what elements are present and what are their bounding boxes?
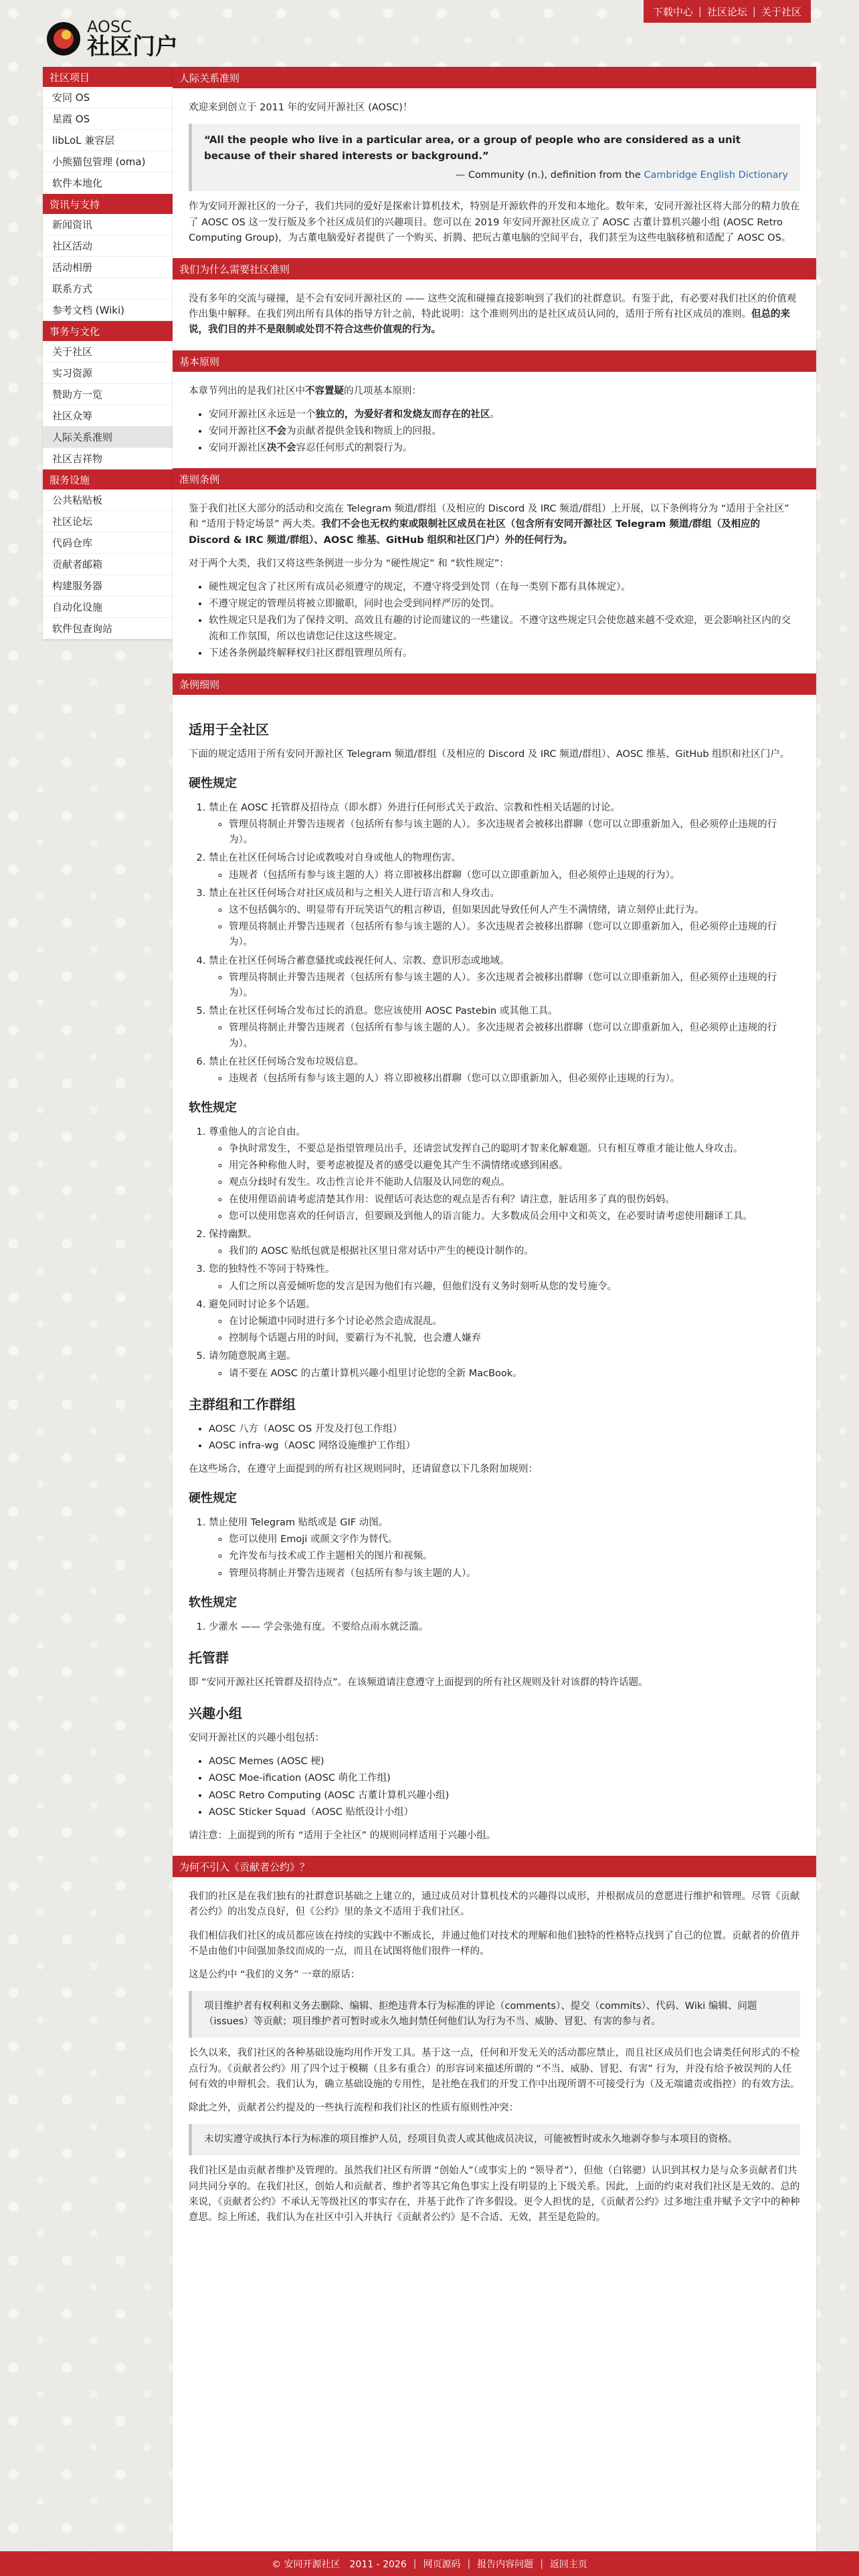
- list-item: [209, 1125, 800, 1224]
- sidebar-item-forum[interactable]: 社区论坛: [43, 511, 173, 532]
- list-item: ◦ 争执时常发生，不要总是指望管理员出手，还请尝试发挥自己的聪明才智来化解难题。只有相互尊重才能让他人身攻击。: [229, 1142, 800, 1157]
- covenant-quote-text: 项目维护者有权利和义务去删除、编辑、拒绝违背本行为标准的评论（comments）、提交（commits）、代码、Wiki 编辑、问题（issues）等贡献；项目维护者可暂时或永久地封禁任何他们认为行为不当、威胁、冒犯、有害的参与者。: [204, 2001, 757, 2028]
- list-item: [209, 1349, 800, 1381]
- topnav-separator: |: [698, 5, 702, 17]
- main-content: [173, 67, 816, 2551]
- footer-report-link[interactable]: 报告内容问题: [477, 2559, 534, 2570]
- list-item: ◦ 您可以使用您喜欢的任何语言，但要顾及到他人的语言能力。大多数成员会用中文和英文，在必要时请考虑使用翻译工具。: [229, 1209, 800, 1224]
- list-item: [209, 1227, 800, 1259]
- sidebar-item-internship[interactable]: 实习资源: [43, 362, 173, 384]
- sidebar-item-automation[interactable]: 自动化设施: [43, 597, 173, 618]
- sidebar-item-repos[interactable]: 代码仓库: [43, 532, 173, 554]
- sidebar: [43, 67, 173, 639]
- rule-text: 禁止在社区任何场合蓄意骚扰或歧视任何人、宗教、意识形态或地域。: [209, 955, 510, 966]
- why-text: 没有多年的交流与碰撞，是不会有安同开源社区的 —— 这些交流和碰撞直接影响到了我们的社群意识。有鉴于此，有必要对我们社区的价值观作出集中解释。在我们列出所有具体的指导方针之前，特此说明：这个准则列出的是社区成员认同的，适用于所有社区成员的准则。: [189, 293, 797, 320]
- list-item: [209, 1004, 800, 1052]
- rules-emphasis: 我们不会也无权约束或限制社区成员在社区（包含所有安同开源社区 Telegram 频道/群组（及相应的 Discord & IRC 频道/群组）、AOSC 维基、GitHub 组织和社区门户）外的任何行为。: [189, 519, 761, 546]
- section-why: [173, 280, 816, 338]
- soft-rules-groups-list: [209, 1620, 800, 1635]
- list-item: ◦ 违规者（包括所有参与该主题的人）将立即被移出群聊（您可以立即重新加入，但必须停止违规的行为）。: [229, 868, 800, 883]
- basic-lead-c: 的几项基本原则：: [344, 385, 421, 397]
- list-item: [209, 424, 800, 439]
- list-item: • AOSC Moe-ification (AOSC 萌化工作组): [209, 1771, 800, 1786]
- quote-source-text: — Community (n.), definition from the: [455, 170, 644, 181]
- list-item: ◦ 允许发布与技术或工作主题相关的图片和视频。: [229, 1549, 800, 1564]
- topnav-forum-link[interactable]: 社区论坛: [706, 5, 747, 18]
- covenant-quote-text: 未切实遵守或执行本行为标准的项目维护人员，经项目负责人或其他成员决议，可能被暂时或永久地剥夺参与本项目的资格。: [204, 2134, 738, 2145]
- soft-rules-list: [209, 1125, 800, 1382]
- list-item: • 下述各条例最终解释权归社区群组管理员所有。: [209, 646, 800, 661]
- list-item: [209, 954, 800, 1002]
- footer-home-link[interactable]: 返回主页: [549, 2559, 587, 2570]
- rule-text: 禁止在社区任何场合发布过长的消息。您应该使用 AOSC Pastebin 或其他工具。: [209, 1006, 558, 1017]
- sidebar-item-localization[interactable]: 软件本地化: [43, 173, 173, 194]
- section-details: [173, 695, 816, 1844]
- list-item: 1. 少灌水 —— 学会张弛有度。不要给点雨水就泛滥。: [209, 1620, 800, 1635]
- covenant-paragraph-6: 我们社区是由贡献者维护及管理的。虽然我们社区有所谓 “创始人”（或事实上的 “领导者”），但他（白铭骢）认识到其权力是与众多贡献者们共同共同分享的。在我们社区，创始人和贡献者、维护者等其它角色事实上没有明显的上下级关系。因此，上面的约束对我们社区是无效的。总的来说，《贡献者公约》不承认无等级社区的事实存在，并基于此作了许多假设。更令人担忧的是，《贡献者公约》过多地注重并赋予文字中的种种意思。综上所述，我们认为在社区中引入并执行《贡献者公约》是不合适、无效，甚至是危险的。: [189, 2165, 800, 2223]
- rule-text: 禁止在社区任何场合发布垃圾信息。: [209, 1056, 364, 1067]
- sidebar-item-about[interactable]: 关于社区: [43, 341, 173, 362]
- topnav-download-link[interactable]: 下载中心: [652, 5, 693, 18]
- sidebar-heading-services: 服务设施: [43, 469, 173, 490]
- list-item: ◦ 请不要在 AOSC 的古董计算机兴趣小组里讨论您的全新 MacBook。: [229, 1366, 800, 1382]
- list-item: • 不遵守规定的管理员将被立即撤职，同时也会受到同样严厉的处罚。: [209, 597, 800, 612]
- list-item: ◦ 控制每个话题占用的时间，要霸行为不礼貌，也会遭人嫌弃: [229, 1331, 800, 1346]
- site-logo[interactable]: [47, 19, 178, 60]
- basic-item-text: 容忍任何形式的割裂行为。: [296, 443, 413, 454]
- all-community-paragraph: 下面的规定适用于所有安同开源社区 Telegram 频道/群组（及相应的 Discord 及 IRC 频道/群组）、AOSC 维基、GitHub 组织和社区门户。: [189, 748, 790, 760]
- footer-source-link[interactable]: 网页源码: [423, 2559, 461, 2570]
- rules-list: [209, 580, 800, 661]
- top-nav: [644, 0, 811, 23]
- list-item: ◦ 观点分歧时有发生。攻击性言论并不能助人信服及认同您的观点。: [229, 1175, 800, 1190]
- footer-copyright: © 安同开源社区 2011 - 2026: [272, 2559, 407, 2570]
- list-item: [209, 441, 800, 456]
- logo-text: [87, 19, 178, 60]
- basic-list: [209, 407, 800, 457]
- section-heading-why: 我们为什么需要社区准则: [173, 258, 816, 280]
- covenant-paragraph-2: 我们相信我们社区的成员都应该在持续的实践中不断成长，并通过他们对技术的理解和他们独特的性格特点找到了自己的位置。贡献者的价值并不是由他们中间强加条纹而成的一点，而且在试图将他们很件一样的。: [189, 1930, 800, 1957]
- list-item: [209, 407, 800, 423]
- sidebar-item-crowdfunding[interactable]: 社区众筹: [43, 405, 173, 427]
- quote-source: [204, 168, 788, 183]
- section-heading-basic: 基本原则: [173, 350, 816, 372]
- sidebar-item-mascot[interactable]: 社区吉祥物: [43, 448, 173, 469]
- rule-text: 尊重他人的言论自由。: [209, 1126, 306, 1138]
- heading-host-group: 托管群: [189, 1649, 229, 1666]
- heading-all-community: 适用于全社区: [189, 721, 269, 738]
- list-item: [209, 1515, 800, 1582]
- sidebar-item-packages[interactable]: 软件包查询站: [43, 618, 173, 639]
- rule-text: 禁止在社区任何场合对社区成员和与之相关人进行语言和人身攻击。: [209, 887, 500, 899]
- section-basic: [173, 372, 816, 457]
- basic-item-text: 安同开源社区: [209, 443, 267, 454]
- section-covenant: [173, 1877, 816, 2226]
- sidebar-heading-projects: 社区项目: [43, 67, 173, 87]
- heading-hard-rules-groups: 硬性规定: [189, 1491, 237, 1506]
- heading-hard-rules: 硬性规定: [189, 776, 237, 791]
- basic-lead: [189, 384, 800, 399]
- list-item: ◦ 管理员将制止并警告违规者（包括所有参与该主题的人）。多次违规者会被移出群聊（您可以立即重新加入，但必须停止违规的行为）。: [229, 920, 800, 950]
- hard-rules-groups-list: [209, 1515, 800, 1582]
- sidebar-heading-news: 资讯与支持: [43, 194, 173, 214]
- covenant-paragraph-5: 除此之外，贡献者公约提及的一些执行流程和我们社区的性质有原则性冲突：: [189, 2103, 518, 2113]
- list-item: • AOSC Sticker Squad（AOSC 贴纸设计小组）: [209, 1805, 800, 1820]
- list-item: • 硬性规定包含了社区所有成员必须遵守的规定，不遵守将受到处罚（在每一类别下都有具体规定）。: [209, 580, 800, 595]
- section-heading-details: 条例细则: [173, 673, 816, 695]
- list-item: ◦ 违规者（包括所有参与该主题的人）将立即被移出群聊（您可以立即重新加入，但必须停止违规的行为）。: [229, 1071, 800, 1087]
- sidebar-item-oma[interactable]: 小熊猫包管理 (oma): [43, 151, 173, 173]
- basic-item-text: 安同开源社区永远是一个: [209, 409, 316, 420]
- why-emphasis: 但总的来说，我们目的并不是限制或处罚不符合这些价值观的行为。: [189, 309, 790, 336]
- aosc-logo-icon: [47, 22, 80, 56]
- rule-text: 禁止使用 Telegram 贴纸或是 GIF 动图。: [209, 1517, 389, 1529]
- sidebar-item-wiki[interactable]: 参考文档 (Wiki): [43, 300, 173, 321]
- rules-paragraph-1: [189, 502, 800, 548]
- section-rules: [173, 490, 816, 661]
- list-item: ◦ 我们的 AOSC 贴纸包就是根据社区里日常对话中产生的梗设计制作的。: [229, 1244, 800, 1259]
- rule-text: 禁止在 AOSC 托管群及招待点（即水群）外进行任何形式关于政治、宗教和性相关话题的讨论。: [209, 802, 621, 813]
- footer-separator: |: [413, 2558, 417, 2569]
- basic-item-bold: 不会: [267, 425, 286, 437]
- rules-paragraph-2: 对于两个大类，我们又将这些条例进一步分为 “硬性规定” 和 “软性规定”：: [189, 558, 509, 569]
- cambridge-dictionary-link[interactable]: Cambridge English Dictionary: [644, 170, 788, 181]
- list-item: ◦ 您可以使用 Emoji 或颜文字作为替代。: [229, 1532, 800, 1547]
- section-heading-coc: 人际关系准则: [173, 67, 816, 88]
- heading-main-groups: 主群组和工作群组: [189, 1396, 296, 1412]
- list-item: • AOSC Retro Computing (AOSC 古董计算机兴趣小组): [209, 1788, 800, 1804]
- rules-text: 鉴于我们社区大部分的活动和交流在 Telegram 频道/群组（及相应的 Discord 及 IRC 频道/群组）上开展，以下条例将分为 “适用于全社区” 和 “适用于特定场景” 两大类。: [189, 504, 789, 530]
- why-paragraph: [189, 292, 800, 338]
- rule-text: 避免同时讨论多个话题。: [209, 1299, 316, 1310]
- list-item: [209, 1055, 800, 1087]
- basic-item-text: 。: [490, 409, 500, 420]
- sidebar-item-news[interactable]: 新闻资讯: [43, 214, 173, 235]
- list-item: • AOSC infra-wg（AOSC 网络设施维护工作组）: [209, 1438, 800, 1454]
- basic-item-text: 为贡献者提供金钱和物质上的回报。: [286, 425, 442, 437]
- list-item: • 软性规定只是我们为了保持文明、高效且有趣的讨论而建议的一些建议。不遵守这些规定只会使您越来越不受欢迎，更会影响社区内的交流和工作氛围，所以也请您记住这这些规定。: [209, 613, 800, 644]
- section-intro: [173, 88, 816, 246]
- sidebar-item-code-of-conduct[interactable]: 人际关系准则: [43, 427, 173, 448]
- rule-text: 您的独特性不等同于特殊性。: [209, 1264, 335, 1275]
- list-item: • AOSC Memes (AOSC 梗): [209, 1754, 800, 1769]
- hard-rules-list: [209, 800, 800, 1087]
- basic-lead-b: 不容置疑: [305, 385, 344, 397]
- main-groups-list: [209, 1422, 800, 1454]
- list-item: ◦ 管理员将制止并警告违规者（包括所有参与该主题的人）。多次违规者会被移出群聊（您可以立即重新加入，但必须停止违规的行为）。: [229, 817, 800, 848]
- welcome-text: 欢迎来到创立于 2011 年的安同开源社区 (AOSC)！: [189, 102, 413, 113]
- basic-item-bold: 独立的，为爱好者和发烧友而存在的社区: [315, 409, 490, 420]
- intro-paragraph: 作为安同开源社区的一分子，我们共同的爱好是探索计算机技术，特别是开源软件的开发和本地化。数年来，安同开源社区将大部分的精力放在了 AOSC OS 这一发行版及多个社区成员们的兴趣项目。您可以在 2019 年安同开源社区成立了 AOSC 古董计算机兴趣小组 (AOSC Retro Computing Group)，为古董电脑爱好者提供了一个购买、折腾、把玩古董电脑的空间平台，我们甚至为这些电脑移植和适配了 AOSC OS。: [189, 201, 800, 243]
- list-item: ◦ 在使用俚语前请考虑清楚其作用：说俚话可表达您的观点是否有利？请注意，脏话用多了真的很伤妈妈。: [229, 1192, 800, 1208]
- quote-text: “All the people who live in a particular area, or a group of people who are considered as a unit because of their shared interests or background.”: [204, 134, 741, 163]
- topnav-about-link[interactable]: 关于社区: [761, 5, 801, 18]
- rule-text: 保持幽默。: [209, 1229, 258, 1241]
- interest-groups-note: 请注意：上面提到的所有 “适用于全社区” 的规则同样适用于兴趣小组。: [189, 1830, 496, 1841]
- main-groups-paragraph: 在这些场合，在遵守上面提到的所有社区规则同时，还请留意以下几条附加规则：: [189, 1464, 538, 1475]
- sidebar-item-pastebin[interactable]: 公共粘贴板: [43, 490, 173, 511]
- sidebar-item-sponsors[interactable]: 赞助方一览: [43, 384, 173, 405]
- heading-interest-groups: 兴趣小组: [189, 1705, 242, 1721]
- sidebar-item-build-servers[interactable]: 构建服务器: [43, 575, 173, 597]
- sidebar-item-xinghai-os[interactable]: 星霞 OS: [43, 108, 173, 130]
- list-item: ◦ 管理员将制止并警告违规者（包括所有参与该主题的人）。多次违规者会被移出群聊（您可以立即重新加入，但必须停止违规的行为）。: [229, 1021, 800, 1051]
- interest-groups-list: [209, 1754, 800, 1820]
- list-item: ◦ 在讨论频道中同时进行多个讨论必然会造成混乱。: [229, 1314, 800, 1329]
- logo-line-2: 社区门户: [87, 33, 178, 61]
- list-item: ◦ 这不包括偶尔的、明显带有开玩笑语气的粗言秽语，但如果因此导致任何人产生不满情绪，请立刻停止此行为。: [229, 903, 800, 918]
- heading-soft-rules-groups: 软性规定: [189, 1595, 237, 1610]
- section-heading-covenant: 为何不引入《贡献者公约》？: [173, 1856, 816, 1877]
- list-item: ◦ 管理员将制止并警告违规者（包括所有参与该主题的人）。多次违规者会被移出群聊（您可以立即重新加入，但必须停止违规的行为）。: [229, 970, 800, 1001]
- covenant-paragraph-1: 我们的社区是在我们独有的社群意识基础之上建立的，通过成员对计算机技术的兴趣得以成形，并根据成员的意愿进行维护和管理。尽管《贡献者公约》的出发点良好，但《公约》里的条文不适用于我们社区。: [189, 1891, 800, 1918]
- list-item: • AOSC 八方（AOSC OS 开发及打包工作组）: [209, 1422, 800, 1437]
- footer-separator: |: [540, 2558, 543, 2569]
- footer-separator: |: [467, 2558, 471, 2569]
- list-item: ◦ 人们之所以喜爱倾听您的发言是因为他们有兴趣，但他们没有义务时刻听从您的发号施令。: [229, 1279, 800, 1295]
- covenant-quote-1: [189, 1991, 800, 2038]
- sidebar-item-liblol[interactable]: libLoL 兼容层: [43, 130, 173, 151]
- list-item: [209, 851, 800, 883]
- rule-text: 禁止在社区任何场合讨论或教唆对自身或他人的物理伤害。: [209, 853, 461, 864]
- list-item: [209, 1262, 800, 1294]
- covenant-paragraph-3: 这是公约中 “我们的义务” 一章的原话：: [189, 1969, 361, 1980]
- dictionary-quote: [189, 124, 800, 191]
- footer: [0, 2551, 859, 2576]
- list-item: [209, 800, 800, 849]
- section-heading-rules: 准则条例: [173, 468, 816, 490]
- basic-item-bold: 决不会: [267, 443, 296, 454]
- sidebar-item-events[interactable]: 社区活动: [43, 235, 173, 257]
- sidebar-item-aosc-os[interactable]: 安同 OS: [43, 87, 173, 108]
- covenant-quote-2: [189, 2124, 800, 2155]
- sidebar-item-albums[interactable]: 活动相册: [43, 257, 173, 278]
- logo-line-1: AOSC: [87, 17, 132, 36]
- list-item: ◦ 管理员将制止并警告违规者（包括所有参与该主题的人）。: [229, 1566, 800, 1582]
- sidebar-item-contact[interactable]: 联系方式: [43, 278, 173, 300]
- host-group-paragraph: 即 “安同开源社区托管群及招待点”。在该频道请注意遵守上面提到的所有社区规则及针对该群的特许话题。: [189, 1677, 648, 1688]
- basic-lead-a: 本章节列出的是我们社区中: [189, 385, 305, 397]
- rule-text: 请勿随意脱离主题。: [209, 1351, 296, 1362]
- sidebar-heading-affairs: 事务与文化: [43, 321, 173, 341]
- heading-soft-rules: 软性规定: [189, 1101, 237, 1115]
- covenant-paragraph-4: 长久以来，我们社区的各种基础设施均用作开发工具。基于这一点，任何和开发无关的活动都应禁止，而且社区成员们也会请类任何形式的不检点行为。《贡献者公约》用了四个过于模糊（且多有重合）的形容词来描述所谓的 “不当、威胁、冒犯、有害” 行为，并没有给予被误判的人任何有效的申辩机会。我们认为，确立基础设施的专用性，是社绝在我们的开发工作中出现所谓不可接受行为（及无端谴责或指控）的有效方法。: [189, 2048, 800, 2090]
- basic-item-text: 安同开源社区: [209, 425, 267, 437]
- list-item: [209, 1297, 800, 1347]
- list-item: ◦ 用完各种称他人时，要考虑被提及者的感受以避免其产生不满情绪或感到困惑。: [229, 1158, 800, 1174]
- interest-groups-paragraph: 安同开源社区的兴趣小组包括：: [189, 1733, 324, 1743]
- sidebar-item-mail[interactable]: 贡献者邮箱: [43, 554, 173, 575]
- list-item: [209, 886, 800, 951]
- topnav-separator: |: [752, 5, 756, 17]
